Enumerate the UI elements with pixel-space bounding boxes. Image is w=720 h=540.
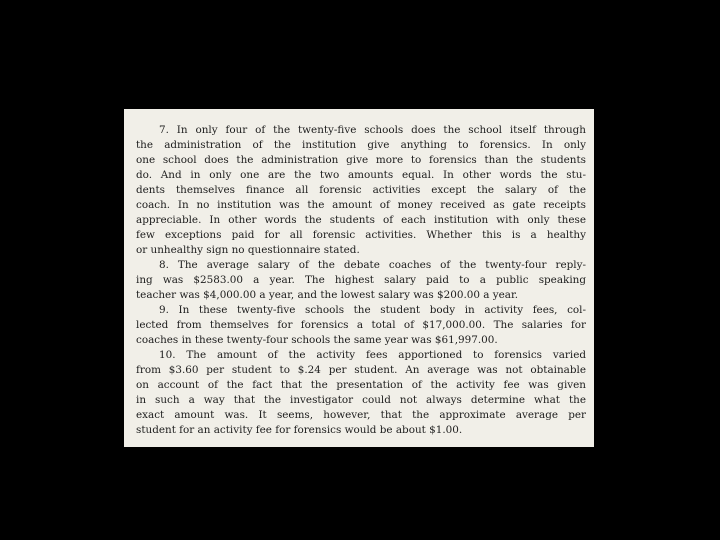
text-line: coaches in these twenty-four schools the same year was $61,997.00. <box>136 334 498 346</box>
text-line: exact amount was. It seems, however, that the approximate average per <box>136 409 586 421</box>
text-line: teacher was $4,000.00 a year, and the lowest salary was $200.00 a year. <box>136 289 519 301</box>
text-line: on account of the fact that the presentation of the activity fee was given <box>136 379 586 391</box>
text-line: the administration of the institution give anything to forensics. In only <box>136 139 586 151</box>
text-line: one school does the administration give more to forensics than the students <box>136 154 586 166</box>
text-line: 7. In only four of the twenty-five schools does the school itself through <box>159 124 586 136</box>
text-line: lected from themselves for forensics a total of $17,000.00. The salaries for <box>136 319 586 331</box>
text-block <box>136 123 586 438</box>
text-line: dents themselves finance all forensic activities except the salary of the <box>136 184 586 196</box>
document-page <box>124 109 594 447</box>
text-line: few exceptions paid for all forensic activities. Whether this is a healthy <box>136 229 586 241</box>
text-line: ing was $2583.00 a year. The highest salary paid to a public speaking <box>136 274 586 286</box>
text-line: appreciable. In other words the students of each institution with only these <box>136 214 586 226</box>
text-line: in such a way that the investigator could not always determine what the <box>136 394 586 406</box>
text-line: coach. In no institution was the amount of money received as gate receipts <box>136 199 586 211</box>
text-line: student for an activity fee for forensics would be about $1.00. <box>136 424 463 436</box>
text-line: do. And in only one are the two amounts equal. In other words the stu- <box>136 169 586 181</box>
text-line: 10. The amount of the activity fees apportioned to forensics varied <box>159 349 586 361</box>
text-line: 9. In these twenty-five schools the student body in activity fees, col- <box>159 304 586 316</box>
text-line: 8. The average salary of the debate coaches of the twenty-four reply- <box>159 259 586 271</box>
text-line: or unhealthy sign no questionnaire stated. <box>136 244 360 256</box>
text-line: from $3.60 per student to $.24 per student. An average was not obtainable <box>136 364 586 376</box>
